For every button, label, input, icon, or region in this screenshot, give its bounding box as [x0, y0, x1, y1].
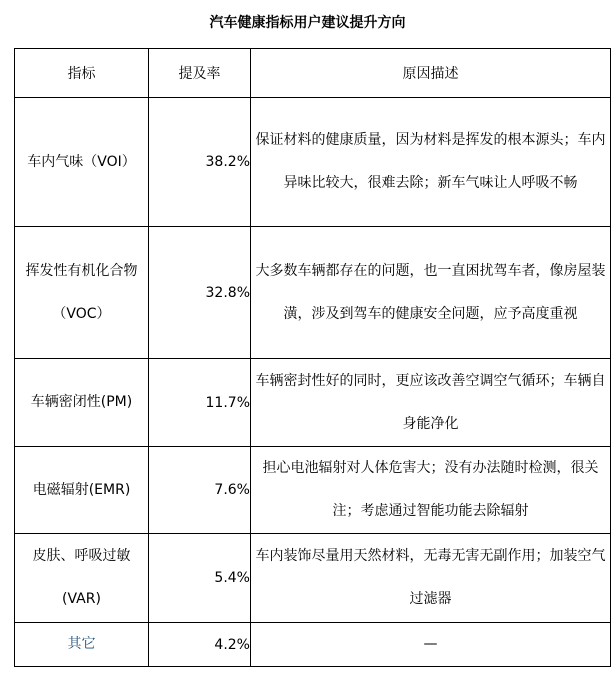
reason-cell: — [251, 623, 611, 667]
reason-cell: 担心电池辐射对人体危害大；没有办法随时检测，很关注；考虑通过智能功能去除辐射 [251, 447, 611, 534]
rate-cell: 4.2% [149, 623, 251, 667]
indicator-cell: 电磁辐射(EMR) [15, 447, 149, 534]
table-row [15, 98, 611, 227]
rate-cell: 38.2% [149, 98, 251, 227]
table-row [15, 623, 611, 667]
indicator-cell: 挥发性有机化合物（VOC） [15, 227, 149, 359]
reason-cell: 车辆密封性好的同时，更应该改善空调空气循环；车辆自身能净化 [251, 359, 611, 447]
indicator-cell: 车内气味（VOI） [15, 98, 149, 227]
indicator-cell: 车辆密闭性(PM) [15, 359, 149, 447]
header-reason: 原因描述 [251, 49, 611, 98]
table-row [15, 447, 611, 534]
indicator-table [14, 48, 611, 667]
rate-cell: 32.8% [149, 227, 251, 359]
indicator-cell-other[interactable] [15, 623, 149, 667]
rate-cell: 7.6% [149, 447, 251, 534]
header-rate: 提及率 [149, 49, 251, 98]
table-row [15, 359, 611, 447]
reason-cell: 车内装饰尽量用天然材料，无毒无害无副作用；加装空气过滤器 [251, 534, 611, 623]
table-row [15, 534, 611, 623]
other-link[interactable]: 其它 [67, 636, 96, 652]
table-title: 汽车健康指标用户建议提升方向 [209, 15, 406, 31]
table-header-row [15, 49, 611, 98]
rate-cell: 11.7% [149, 359, 251, 447]
table-row [15, 227, 611, 359]
header-indicator: 指标 [15, 49, 149, 98]
reason-cell: 保证材料的健康质量，因为材料是挥发的根本源头；车内异味比较大，很难去除；新车气味让人呼吸不畅 [251, 98, 611, 227]
reason-cell: 大多数车辆都存在的问题，也一直困扰驾车者，像房屋装潢，涉及到驾车的健康安全问题，应予高度重视 [251, 227, 611, 359]
indicator-cell: 皮肤、呼吸过敏(VAR) [15, 534, 149, 623]
rate-cell: 5.4% [149, 534, 251, 623]
